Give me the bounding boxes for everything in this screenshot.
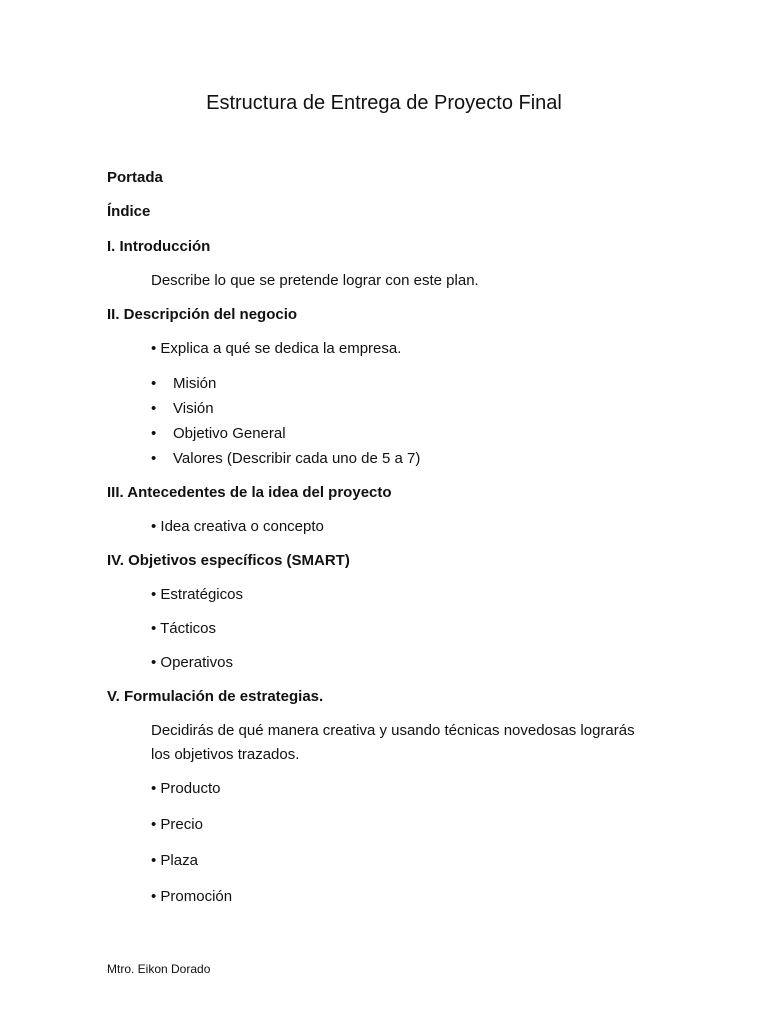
heading-indice: Índice xyxy=(107,203,151,220)
estrategias-bullet: • Promoción xyxy=(151,888,233,905)
document-title: Estructura de Entrega de Proyecto Final xyxy=(206,92,562,114)
heading-antecedentes: III. Antecedentes de la idea del proyecto xyxy=(107,484,392,501)
bullet-icon: • xyxy=(151,375,157,392)
negocio-bullet: • Explica a qué se dedica la empresa. xyxy=(151,340,402,357)
objetivos-bullet: • Tácticos xyxy=(151,620,216,637)
heading-portada: Portada xyxy=(107,169,163,186)
list-item: • Visión xyxy=(151,400,214,417)
introduccion-text: Describe lo que se pretende lograr con este plan. xyxy=(151,272,479,289)
bullet-icon: • xyxy=(151,400,157,417)
estrategias-bullet: • Plaza xyxy=(151,852,198,869)
estrategias-text-line-2: los objetivos trazados. xyxy=(151,746,300,763)
estrategias-bullet: • Producto xyxy=(151,780,221,797)
objetivos-bullet: • Operativos xyxy=(151,654,233,671)
heading-objetivos: IV. Objetivos específicos (SMART) xyxy=(107,552,350,569)
objetivos-bullet: • Estratégicos xyxy=(151,586,243,603)
bullet-icon: • xyxy=(151,450,157,467)
heading-descripcion-negocio: II. Descripción del negocio xyxy=(107,306,298,323)
bullet-icon: • xyxy=(151,425,157,442)
estrategias-text-line-1: Decidirás de qué manera creativa y usando técnicas novedosas lograrás xyxy=(151,722,635,739)
heading-introduccion: I. Introducción xyxy=(107,238,211,255)
list-item: • Misión xyxy=(151,375,217,392)
footer-author: Mtro. Eikon Dorado xyxy=(107,962,211,976)
antecedentes-bullet: • Idea creativa o concepto xyxy=(151,518,324,535)
list-item: • Valores (Describir cada uno de 5 a 7) xyxy=(151,450,421,467)
heading-estrategias: V. Formulación de estrategias. xyxy=(107,688,324,705)
list-item: • Objetivo General xyxy=(151,425,286,442)
estrategias-bullet: • Precio xyxy=(151,816,203,833)
